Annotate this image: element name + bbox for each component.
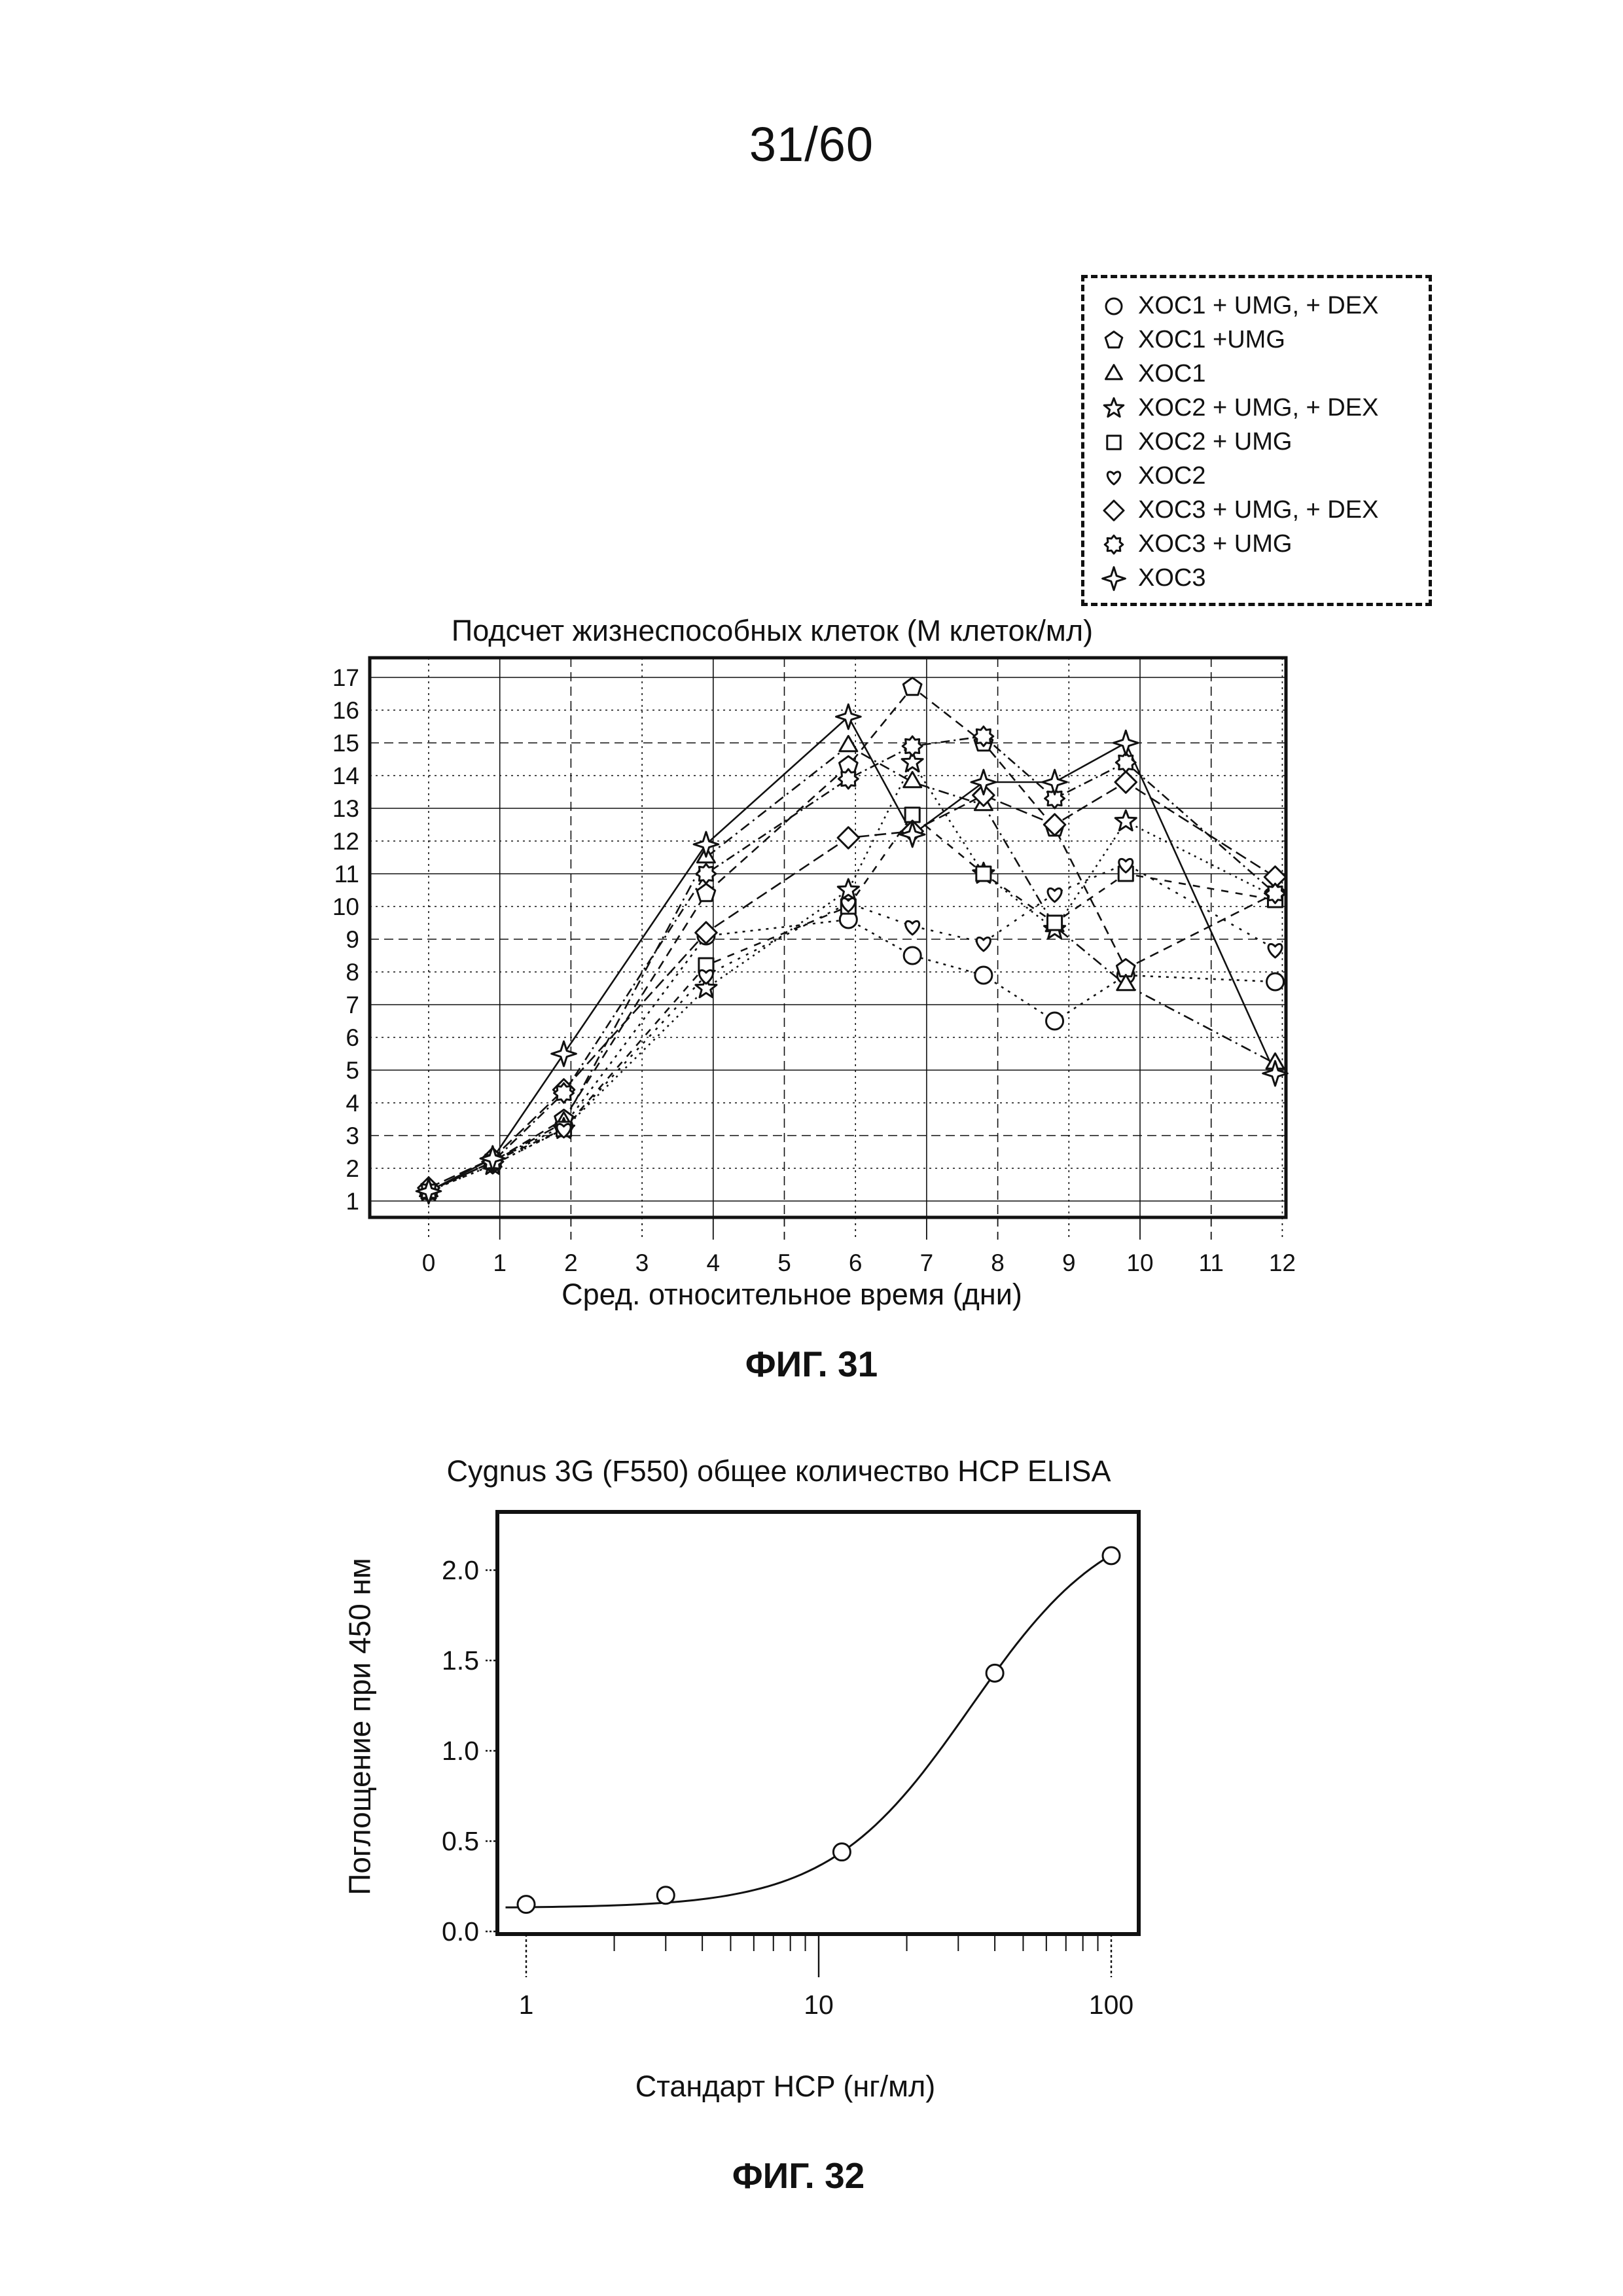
legend-label: XOC3 + UMG, + DEX	[1138, 495, 1379, 524]
fig31-plot	[275, 655, 1374, 1316]
legend-label: XOC2	[1138, 461, 1206, 490]
fig31-chart-title: Подсчет жизнеспособных клеток (М клеток/мл)	[451, 614, 1094, 647]
svg-text:4: 4	[706, 1249, 721, 1276]
svg-text:4: 4	[346, 1090, 359, 1117]
diamond-marker-icon	[1099, 495, 1129, 525]
svg-text:16: 16	[332, 697, 359, 724]
legend-item-5	[1099, 425, 1422, 459]
svg-text:1: 1	[518, 1990, 534, 2020]
legend-item-6	[1099, 459, 1422, 493]
svg-text:1: 1	[493, 1249, 507, 1276]
svg-text:8: 8	[346, 959, 359, 986]
svg-text:100: 100	[1088, 1990, 1134, 2020]
svg-text:1.0: 1.0	[442, 1736, 479, 1766]
svg-text:6: 6	[848, 1249, 863, 1276]
fig32-caption: ФИГ. 32	[732, 2155, 865, 2196]
svg-text:11: 11	[334, 861, 359, 888]
svg-text:0.5: 0.5	[442, 1826, 479, 1856]
svg-text:3: 3	[635, 1249, 649, 1276]
svg-text:9: 9	[346, 926, 359, 953]
legend-label: XOC1 + UMG, + DEX	[1138, 291, 1379, 319]
fig31-legend	[1081, 275, 1432, 606]
triangle-marker-icon	[1099, 359, 1129, 389]
legend-label: XOC1	[1138, 359, 1206, 387]
svg-text:12: 12	[332, 828, 359, 855]
legend-item-8	[1099, 527, 1422, 561]
svg-text:11: 11	[1198, 1249, 1224, 1276]
svg-text:0: 0	[421, 1249, 436, 1276]
fig32-y-axis-label: Поглощение при 450 нм	[343, 1557, 378, 1895]
sun-marker-icon	[1099, 529, 1129, 559]
star4-marker-icon	[1099, 563, 1129, 593]
svg-text:8: 8	[991, 1249, 1005, 1276]
circle-marker-icon	[1099, 291, 1129, 321]
legend-label: XOC2 + UMG, + DEX	[1138, 393, 1379, 422]
legend-label: XOC3 + UMG	[1138, 529, 1293, 558]
star5-marker-icon	[1099, 393, 1129, 423]
page-number: 31/60	[749, 117, 874, 171]
svg-text:15: 15	[332, 730, 359, 757]
svg-text:14: 14	[332, 762, 359, 789]
legend-item-2	[1099, 323, 1422, 357]
svg-text:7: 7	[919, 1249, 934, 1276]
legend-label: XOC2 + UMG	[1138, 427, 1293, 456]
square-marker-icon	[1099, 427, 1129, 457]
legend-item-1	[1099, 289, 1422, 323]
svg-text:2: 2	[564, 1249, 578, 1276]
svg-text:10: 10	[1126, 1249, 1154, 1276]
fig31-caption: ФИГ. 31	[745, 1344, 878, 1384]
fig32-chart-title: Cygnus 3G (F550) общее количество HCP ELISA	[446, 1454, 1111, 1488]
svg-text:3: 3	[346, 1122, 359, 1149]
legend-item-7	[1099, 493, 1422, 527]
svg-text:6: 6	[346, 1024, 359, 1051]
fig31-x-axis-label: Сред. относительное время (дни)	[562, 1278, 1022, 1311]
svg-text:1.5: 1.5	[442, 1645, 479, 1676]
svg-text:7: 7	[346, 992, 359, 1018]
svg-text:2: 2	[346, 1155, 359, 1182]
svg-text:10: 10	[332, 893, 359, 920]
fig32-plot	[442, 1499, 1191, 2075]
heart-marker-icon	[1099, 461, 1129, 491]
pentagon-marker-icon	[1099, 325, 1129, 355]
svg-text:12: 12	[1268, 1249, 1296, 1276]
fig32-x-axis-label: Стандарт HCP (нг/мл)	[635, 2070, 936, 2103]
svg-text:17: 17	[332, 664, 359, 691]
svg-text:0.0: 0.0	[442, 1916, 479, 1946]
svg-text:13: 13	[332, 795, 359, 822]
legend-item-3	[1099, 357, 1422, 391]
svg-text:9: 9	[1062, 1249, 1076, 1276]
svg-text:10: 10	[804, 1990, 834, 2020]
legend-item-9	[1099, 561, 1422, 595]
svg-text:2.0: 2.0	[442, 1555, 479, 1585]
svg-text:1: 1	[346, 1188, 359, 1215]
legend-label: XOC1 +UMG	[1138, 325, 1285, 353]
svg-text:5: 5	[777, 1249, 791, 1276]
svg-text:5: 5	[346, 1057, 359, 1084]
legend-label: XOC3	[1138, 564, 1206, 592]
legend-item-4	[1099, 391, 1422, 425]
